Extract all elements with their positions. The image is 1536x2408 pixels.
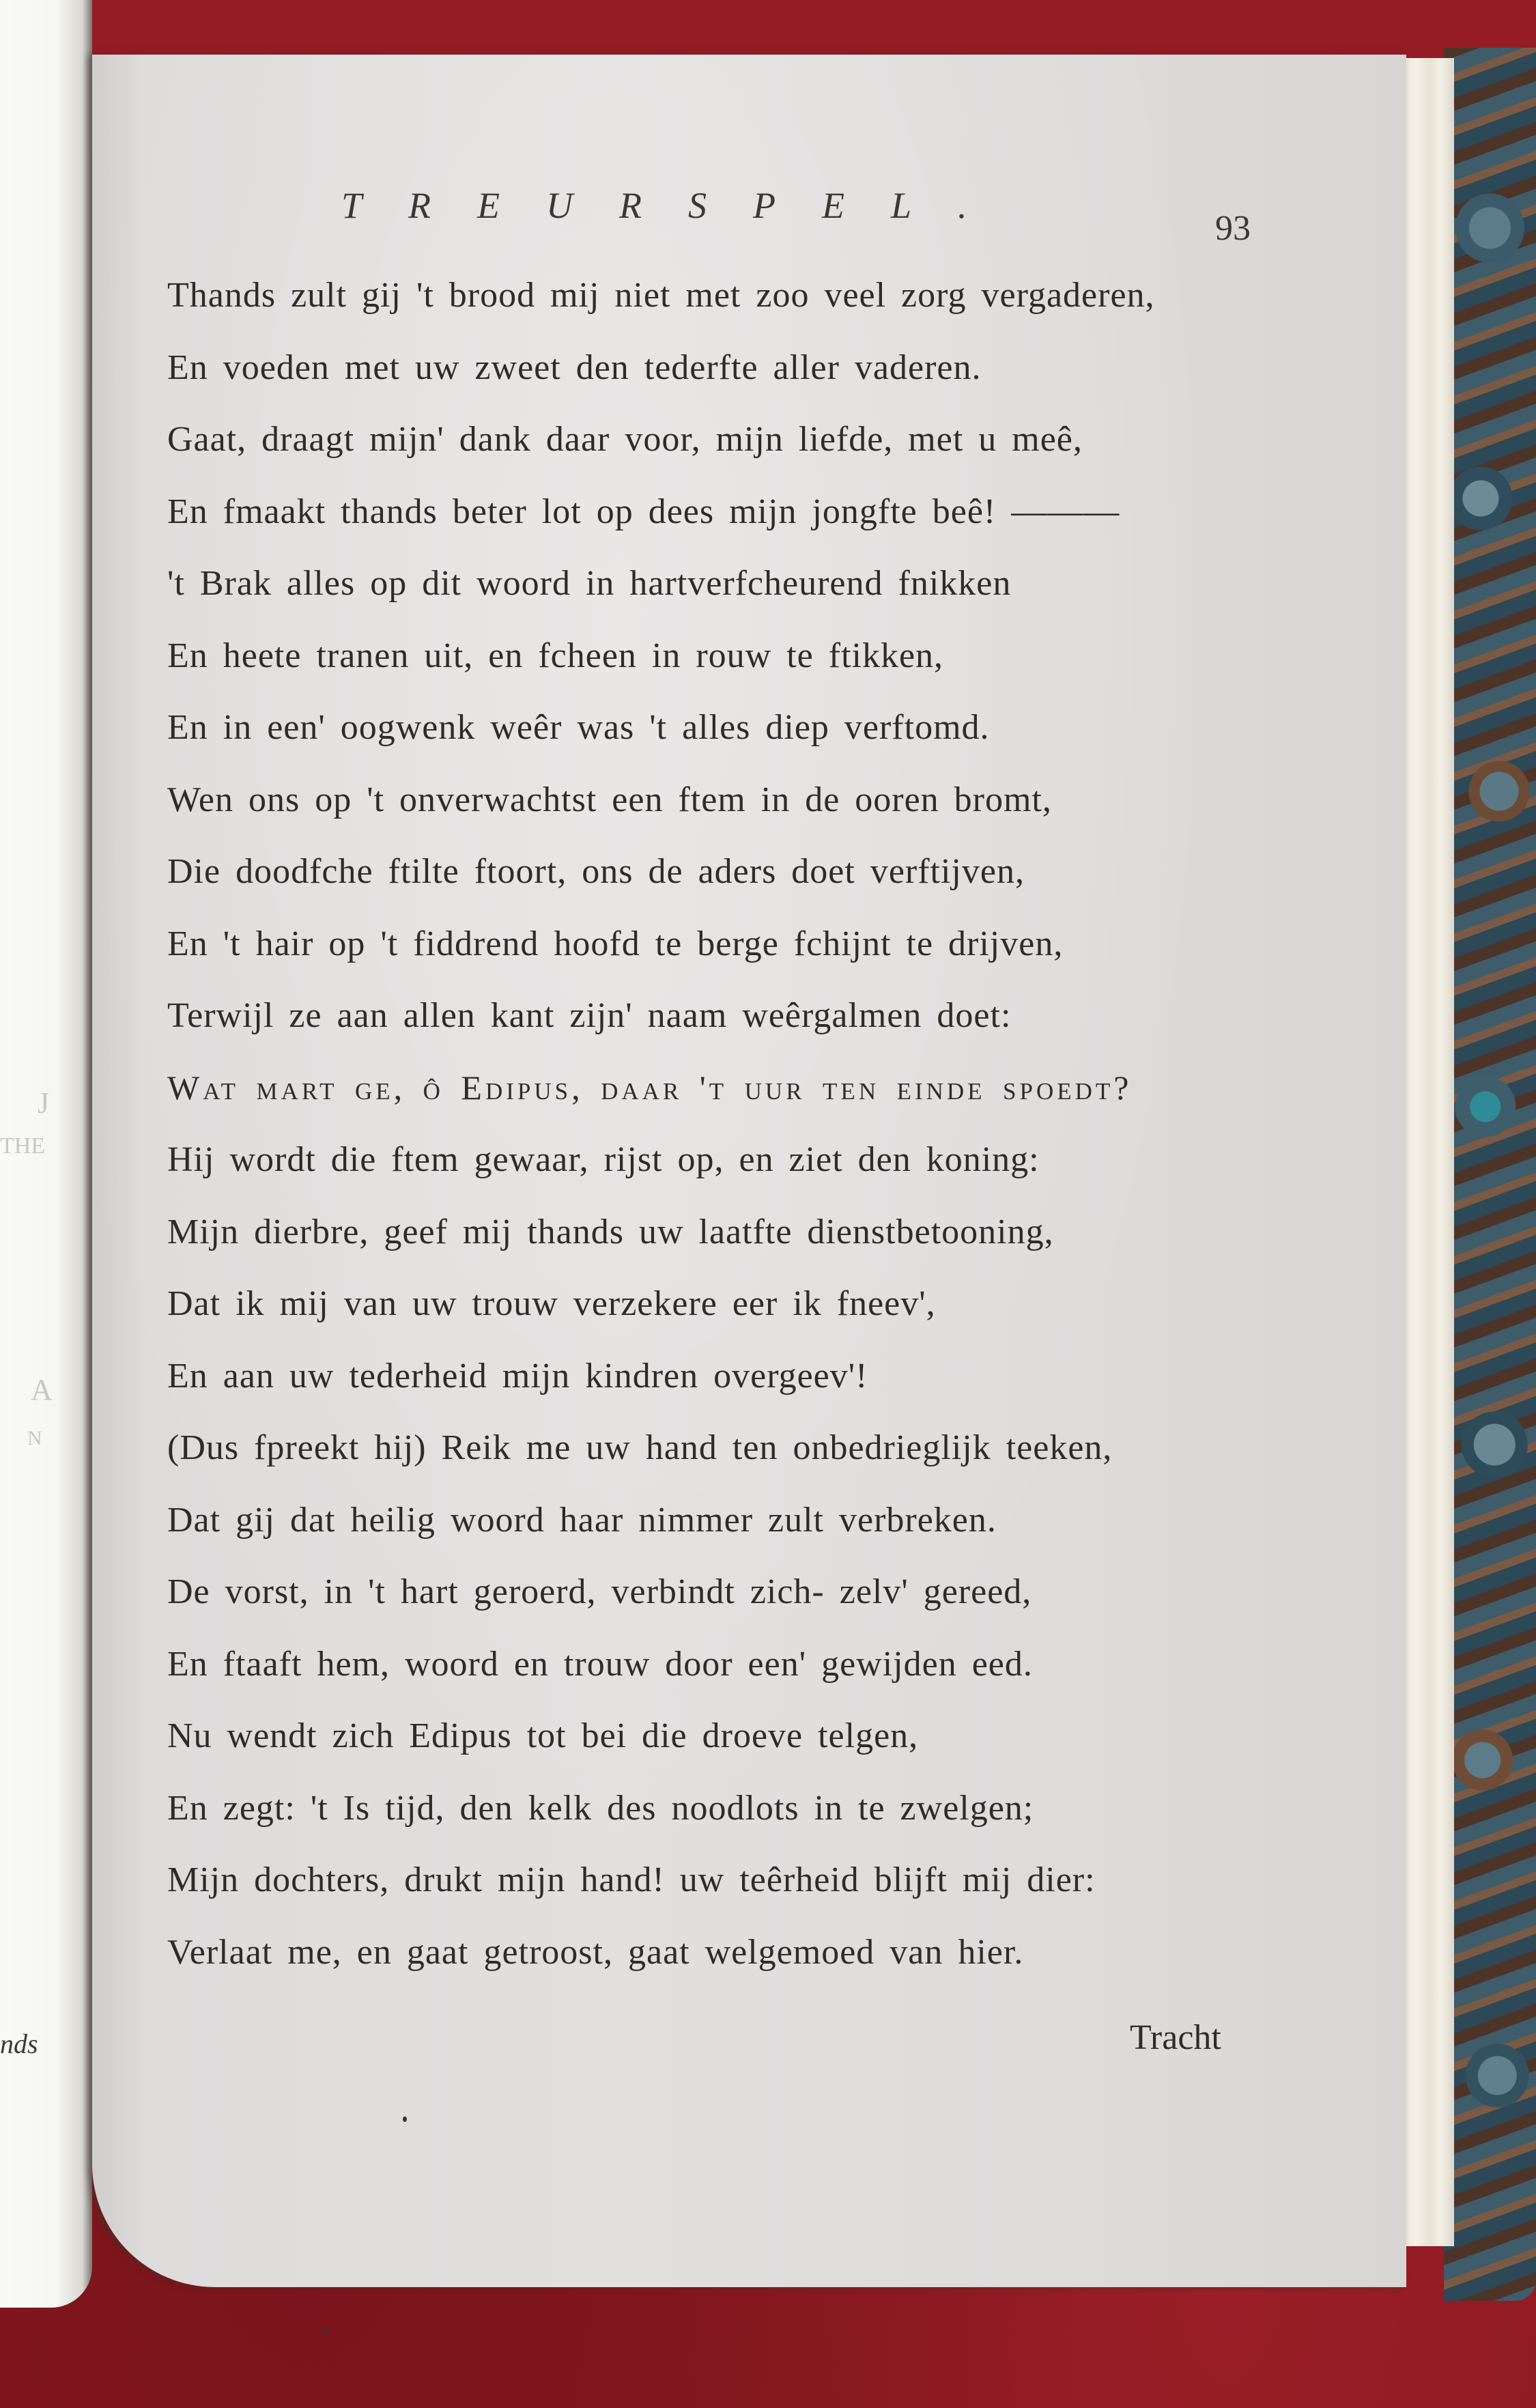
verse-line: En heete tranen uit, en fcheen in rouw te ftikken, xyxy=(167,636,944,675)
verse-line: Mijn dierbre, geef mij thands uw laatfte dienstbetooning, xyxy=(167,1212,1054,1251)
verse-line: Verlaat me, en gaat getroost, gaat welgemoed van hier. xyxy=(167,1932,1024,1972)
left-page-fragment: N xyxy=(27,1427,42,1449)
verse-line: Terwijl ze aan allen kant zijn' naam weêrgalmen doet: xyxy=(167,996,1012,1035)
left-facing-page xyxy=(0,0,92,2308)
verse-line: En in een' oogwenk weêr was 't alles diep verftomd. xyxy=(167,708,990,747)
verse-block xyxy=(167,259,1362,1988)
ink-speck xyxy=(403,2116,407,2122)
verse-line: 't Brak alles op dit woord in hartverfcheurend fnikken xyxy=(167,564,1012,603)
left-page-fragment: nds xyxy=(0,2028,38,2059)
running-head: TREURSPEL. xyxy=(341,185,1014,226)
verse-line: Dat ik mij van uw trouw verzekere eer ik fneev', xyxy=(167,1284,936,1323)
verse-line: Thands zult gij 't brood mij niet met zoo veel zorg vergaderen, xyxy=(167,276,1155,315)
ink-speck xyxy=(324,2328,328,2334)
verse-line: De vorst, in 't hart geroerd, verbindt zich- zelv' gereed, xyxy=(167,1572,1032,1611)
verse-line: Hij wordt die ftem gewaar, rijst op, en ziet den koning: xyxy=(167,1140,1040,1179)
verse-line: En zegt: 't Is tijd, den kelk des noodlots in te zwelgen; xyxy=(167,1788,1034,1828)
catchword: Tracht xyxy=(1130,2018,1221,2057)
page-edges-stack xyxy=(1399,58,1454,2246)
verse-line: Gaat, draagt mijn' dank daar voor, mijn liefde, met u meê, xyxy=(167,420,1083,459)
left-page-fragment: THE xyxy=(0,1133,46,1159)
verse-line: En voeden met uw zweet den tederfte aller vaderen. xyxy=(167,348,982,387)
verse-line-small-caps: Wat mart ge, ô Edipus, daar 't uur ten einde spoedt? xyxy=(167,1068,1133,1107)
verse-line: Mijn dochters, drukt mijn hand! uw teêrheid blijft mij dier: xyxy=(167,1860,1096,1899)
page-number: 93 xyxy=(1215,209,1251,248)
marbled-cover-board xyxy=(1444,48,1536,2301)
verse-line: En aan uw tederheid mijn kindren overgeev'! xyxy=(167,1356,868,1396)
left-page-fragment: A xyxy=(31,1373,53,1406)
verse-line: Nu wendt zich Edipus tot bei die droeve telgen, xyxy=(167,1716,919,1755)
verse-line: Dat gij dat heilig woord haar nimmer zult verbreken. xyxy=(167,1500,997,1540)
verse-line: (Dus fpreekt hij) Reik me uw hand ten onbedrieglijk teeken, xyxy=(167,1428,1113,1467)
verse-line: En fmaakt thands beter lot op dees mijn jongfte beê! ——— xyxy=(167,492,1120,531)
left-page-fragment: J xyxy=(38,1086,50,1120)
verse-line: En ftaaft hem, woord en trouw door een' gewijden eed. xyxy=(167,1644,1033,1684)
book-page xyxy=(92,55,1406,2287)
verse-line: En 't hair op 't fiddrend hoofd te berge fchijnt te drijven, xyxy=(167,924,1064,963)
verse-line: Die doodfche ftilte ftoort, ons de aders doet verftijven, xyxy=(167,852,1025,891)
verse-line: Wen ons op 't onverwachtst een ftem in de ooren bromt, xyxy=(167,780,1052,819)
